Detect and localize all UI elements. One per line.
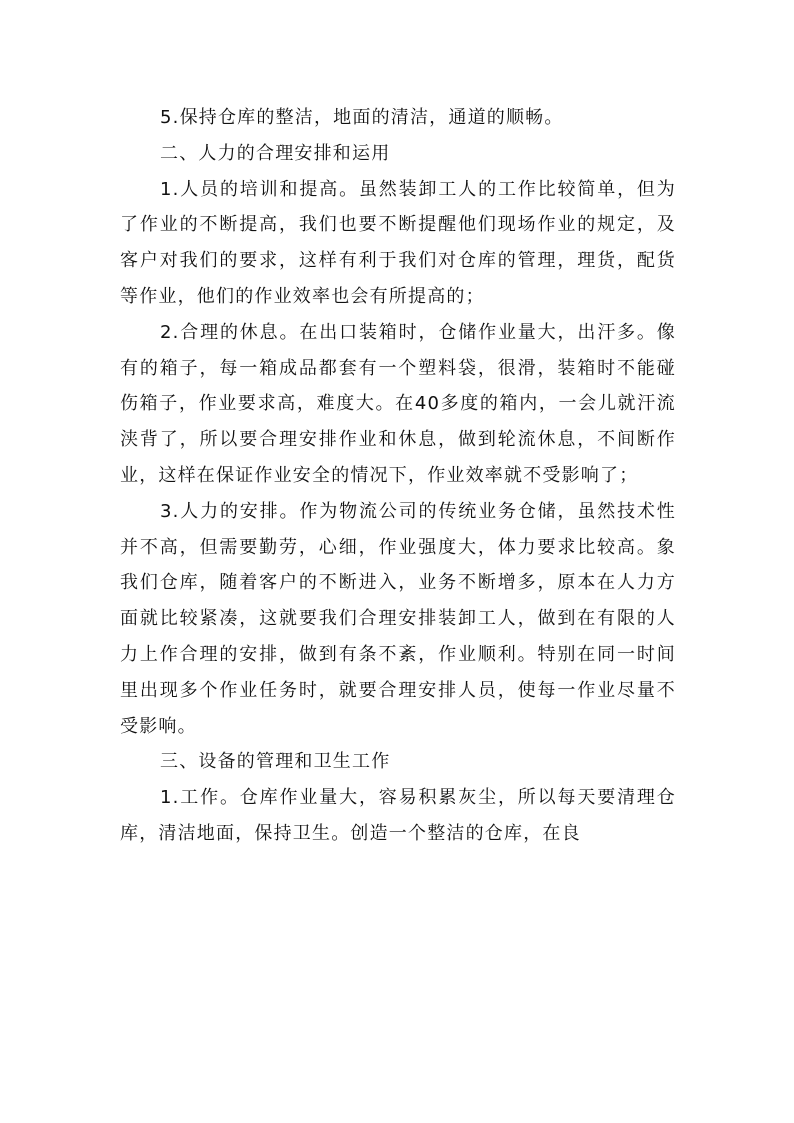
paragraph-cleaning: 1.工作。仓库作业量大，容易积累灰尘，所以每天要清理仓库，清洁地面，保持卫生。创造一个整洁的仓库，在良 [120, 787, 676, 844]
paragraph-rest: 2.合理的休息。在出口装箱时，仓储作业量大，出汗多。像有的箱子，每一箱成品都套有一个塑料袋，很滑，装箱时不能碰伤箱子，作业要求高，难度大。在40多度的箱内，一会儿就汗流浃背了，所以要合理安排作业和休息，做到轮流休息，不间断作业，这样在保证作业安全的情况下，作业效率就不受影响了； [120, 321, 676, 486]
section-heading-manpower: 二、人力的合理安排和运用 [160, 142, 391, 164]
paragraph-keep-clean: 5.保持仓库的整洁，地面的清洁，通道的顺畅。 [160, 107, 564, 128]
paragraph-staffing: 3.人力的安排。作为物流公司的传统业务仓储，虽然技术性并不高，但需要勤劳，心细，作业强度大，体力要求比较高。象我们仓库，随着客户的不断进入，业务不断增多，原本在人力方面就比较紧凑，这就要我们合理安排装卸工人，做到在有限的人力上作合理的安排，做到有条不紊，作业顺利。特别在同一时间里出现多个作业任务时，就要合理安排人员，使每一作业尽量不受影响。 [120, 500, 676, 737]
paragraph-training: 1.人员的培训和提高。虽然装卸工人的工作比较简单，但为了作业的不断提高，我们也要不断提醒他们现场作业的规定，及客户对我们的要求，这样有利于我们对仓库的管理，理货，配货等作业，他们的作业效率也会有所提高的； [120, 178, 676, 307]
section-heading-equipment: 三、设备的管理和卫生工作 [160, 751, 391, 773]
document-body [120, 100, 676, 852]
